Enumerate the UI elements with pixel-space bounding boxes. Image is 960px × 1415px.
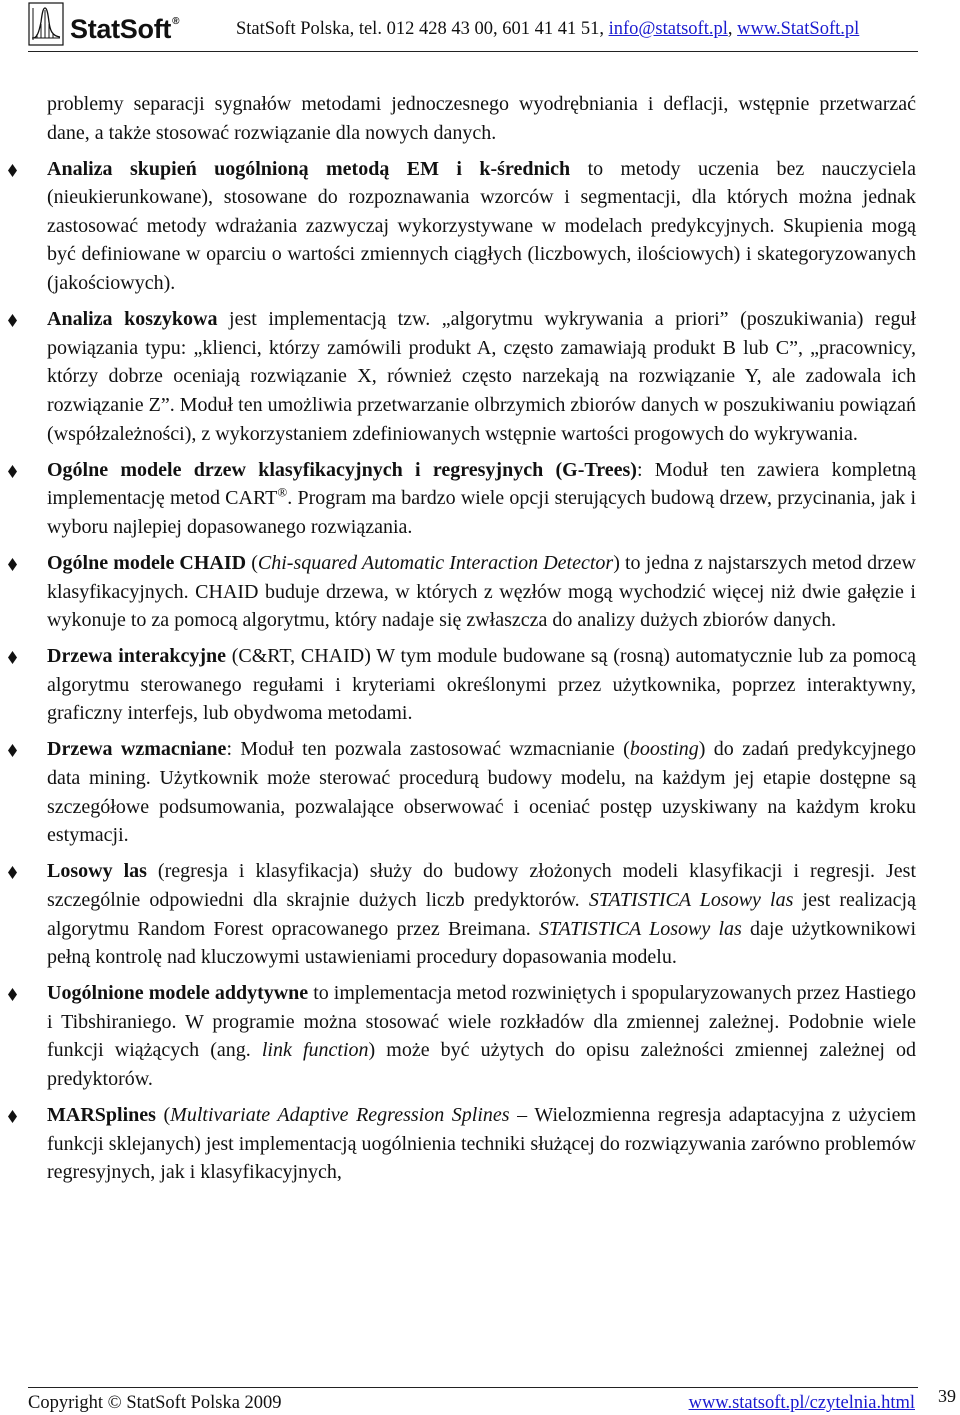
website-link[interactable]: www.StatSoft.pl <box>737 19 860 39</box>
diamond-bullet-icon <box>8 1110 17 1123</box>
page-header <box>0 0 960 52</box>
statsoft-logo <box>28 2 228 50</box>
bullet-text: Ogólne modele drzew klasyfikacyjnych i regresyjnych (G-Trees): Moduł ten zawiera kompletną implementację metod CART®. Program ma bardzo wiele opcji sterujących budową drzew, przycinania, jak i wyboru najlepiej dopasowanego rozwiązania. <box>47 458 916 538</box>
bullet-heading: Analiza koszykowa <box>47 308 218 331</box>
bullet-heading: Losowy las <box>47 860 147 883</box>
bullet-heading: MARSplines <box>47 1104 156 1127</box>
bullet-gtrees <box>47 456 916 542</box>
bullet-interactive-trees <box>47 642 916 728</box>
header-divider <box>28 51 918 52</box>
statsoft-logo-icon <box>28 2 64 46</box>
email-link[interactable]: info@statsoft.pl <box>608 19 728 39</box>
bullet-text: MARSplines (Multivariate Adaptive Regression Splines – Wielozmienna regresja adaptacyjna z użyciem funkcji sklejanych) jest implementacją uogólnienia techniki służącej do rozwiązywania zarówno problemów regresyjnych, jak i klasyfikacyjnych, <box>47 1104 916 1184</box>
diamond-bullet-icon <box>8 164 17 177</box>
bullet-heading: Analiza skupień uogólnioną metodą EM i k-średnich <box>47 157 571 180</box>
diamond-bullet-icon <box>8 465 17 478</box>
diamond-bullet-icon <box>8 744 17 757</box>
bullet-text: Analiza koszykowa jest implementacją tzw. „algorytmu wykrywania a priori” (poszukiwania) reguł powiązania typu: „klienci, którzy zamówili produkt A, często zamawiają produkt B lub C”, „pracownicy, którzy dobrze oceniają rozwiązanie X, również często narzekają na rozwiązanie Y, ale zadowala ich rozwiązanie Z”. Moduł ten umożliwia przetwarzanie olbrzymich zbiorów danych w poszukiwaniu powiązań (współzależności), z wykorzystaniem zdefiniowanych wstępnie wartości progowych do wykrywania. <box>47 308 917 445</box>
bullet-chaid <box>47 549 916 635</box>
header-contact-line <box>236 19 859 40</box>
bullet-text: Losowy las (regresja i klasyfikacja) służy do budowy złożonych modeli klasyfikacji i regresji. Jest szczególnie odpowiedni dla skrajnie dużych liczb predyktorów. STATISTICA Losowy las jest realizacją algorytmu Random Forest opracowanego przez Breimana. STATISTICA Losowy las daje użytkownikowi pełną kontrolę nad kluczowymi ustawieniami procedury dopasowania modelu. <box>47 860 917 969</box>
intro-paragraph: problemy separacji sygnałów metodami jednoczesnego wyodrębniania i deflacji, wstępnie przetwarzać dane, a także stosować rozwiązanie dla nowych danych. <box>47 93 916 144</box>
bullet-heading: Drzewa wzmacniane <box>47 738 227 761</box>
diamond-bullet-icon <box>8 314 17 327</box>
bullet-boosted-trees <box>47 735 916 849</box>
footer-copyright: Copyright © StatSoft Polska 2009 <box>28 1393 282 1413</box>
bullet-heading: Drzewa interakcyjne <box>47 645 226 668</box>
bullet-text: Uogólnione modele addytywne to implementacja metod rozwiniętych i spopularyzowanych przez Hastiego i Tibshiraniego. W programie można stosować wiele rozkładów dla zmiennej zależnej. Podobnie wiele funkcji wiążących (ang. link function) może być użytych do opisu zależności zmiennej zależnej od predyktorów. <box>47 982 916 1090</box>
diamond-bullet-icon <box>8 558 17 571</box>
diamond-bullet-icon <box>8 866 17 879</box>
page-content <box>47 90 916 1187</box>
bullet-heading: Uogólnione modele addytywne <box>47 982 309 1005</box>
logo-wordmark: StatSoft® <box>70 14 180 44</box>
footer-link[interactable]: www.statsoft.pl/czytelnia.html <box>688 1393 915 1413</box>
bullet-basket-analysis <box>47 305 916 448</box>
bullet-heading: Ogólne modele drzew klasyfikacyjnych i regresyjnych (G-Trees) <box>47 458 637 481</box>
bullet-text: Drzewa wzmacniane: Moduł ten pozwala zastosować wzmacnianie (boosting) do zadań predykcyjnego data mining. Użytkownik może sterować procedurą budowy modelu, na każdym jej etapie dostępne są szczegółowe podsumowania, pozwalające obserwować i oceniać postęp uzyskiwany na każdym kroku estymacji. <box>47 738 916 847</box>
contact-separator: , <box>727 19 738 39</box>
bullet-text: Ogólne modele CHAID (Chi-squared Automatic Interaction Detector) to jedna z najstarszych metod drzew klasyfikacyjnych. CHAID buduje drzewa, w których z węzłów mogą wychodzić więcej niż dwie gałęzie i wykonuje to za pomocą algorytmu, który nadaje się zwłaszcza do analizy dużych zbiorów danych. <box>47 551 916 632</box>
bullet-cluster-analysis <box>47 155 916 298</box>
page-number: 39 <box>938 1386 956 1406</box>
bullet-gam <box>47 979 916 1093</box>
footer-divider <box>28 1387 918 1388</box>
bullet-text: Drzewa interakcyjne (C&RT, CHAID) W tym module budowane są (rosną) automatycznie lub za pomocą algorytmu sterowanego regułami i kryteriami określonymi przez użytkownika, poprzez interaktywny, graficzny interfejs, lub obydwoma metodami. <box>47 645 917 725</box>
bullet-random-forest <box>47 857 916 971</box>
contact-phones: StatSoft Polska, tel. 012 428 43 00, 601 41 41 51, <box>236 19 609 39</box>
diamond-bullet-icon <box>8 988 17 1001</box>
bullet-text: Analiza skupień uogólnioną metodą EM i k-średnich to metody uczenia bez nauczyciela (nieukierunkowane), stosowane do rozpoznawania wzorców i segmentacji, dla których można jednak zastosować metody wdrażania zazwyczaj wykorzystywane w modelach predykcyjnych. Skupienia mogą być definiowane w oparciu o wartości zmiennych ciągłych (liczbowych, ilościowych) i skategoryzowanych (jakościowych). <box>47 157 916 295</box>
bullet-marsplines <box>47 1101 916 1187</box>
diamond-bullet-icon <box>8 651 17 664</box>
bullet-heading: Ogólne modele CHAID <box>47 551 247 574</box>
